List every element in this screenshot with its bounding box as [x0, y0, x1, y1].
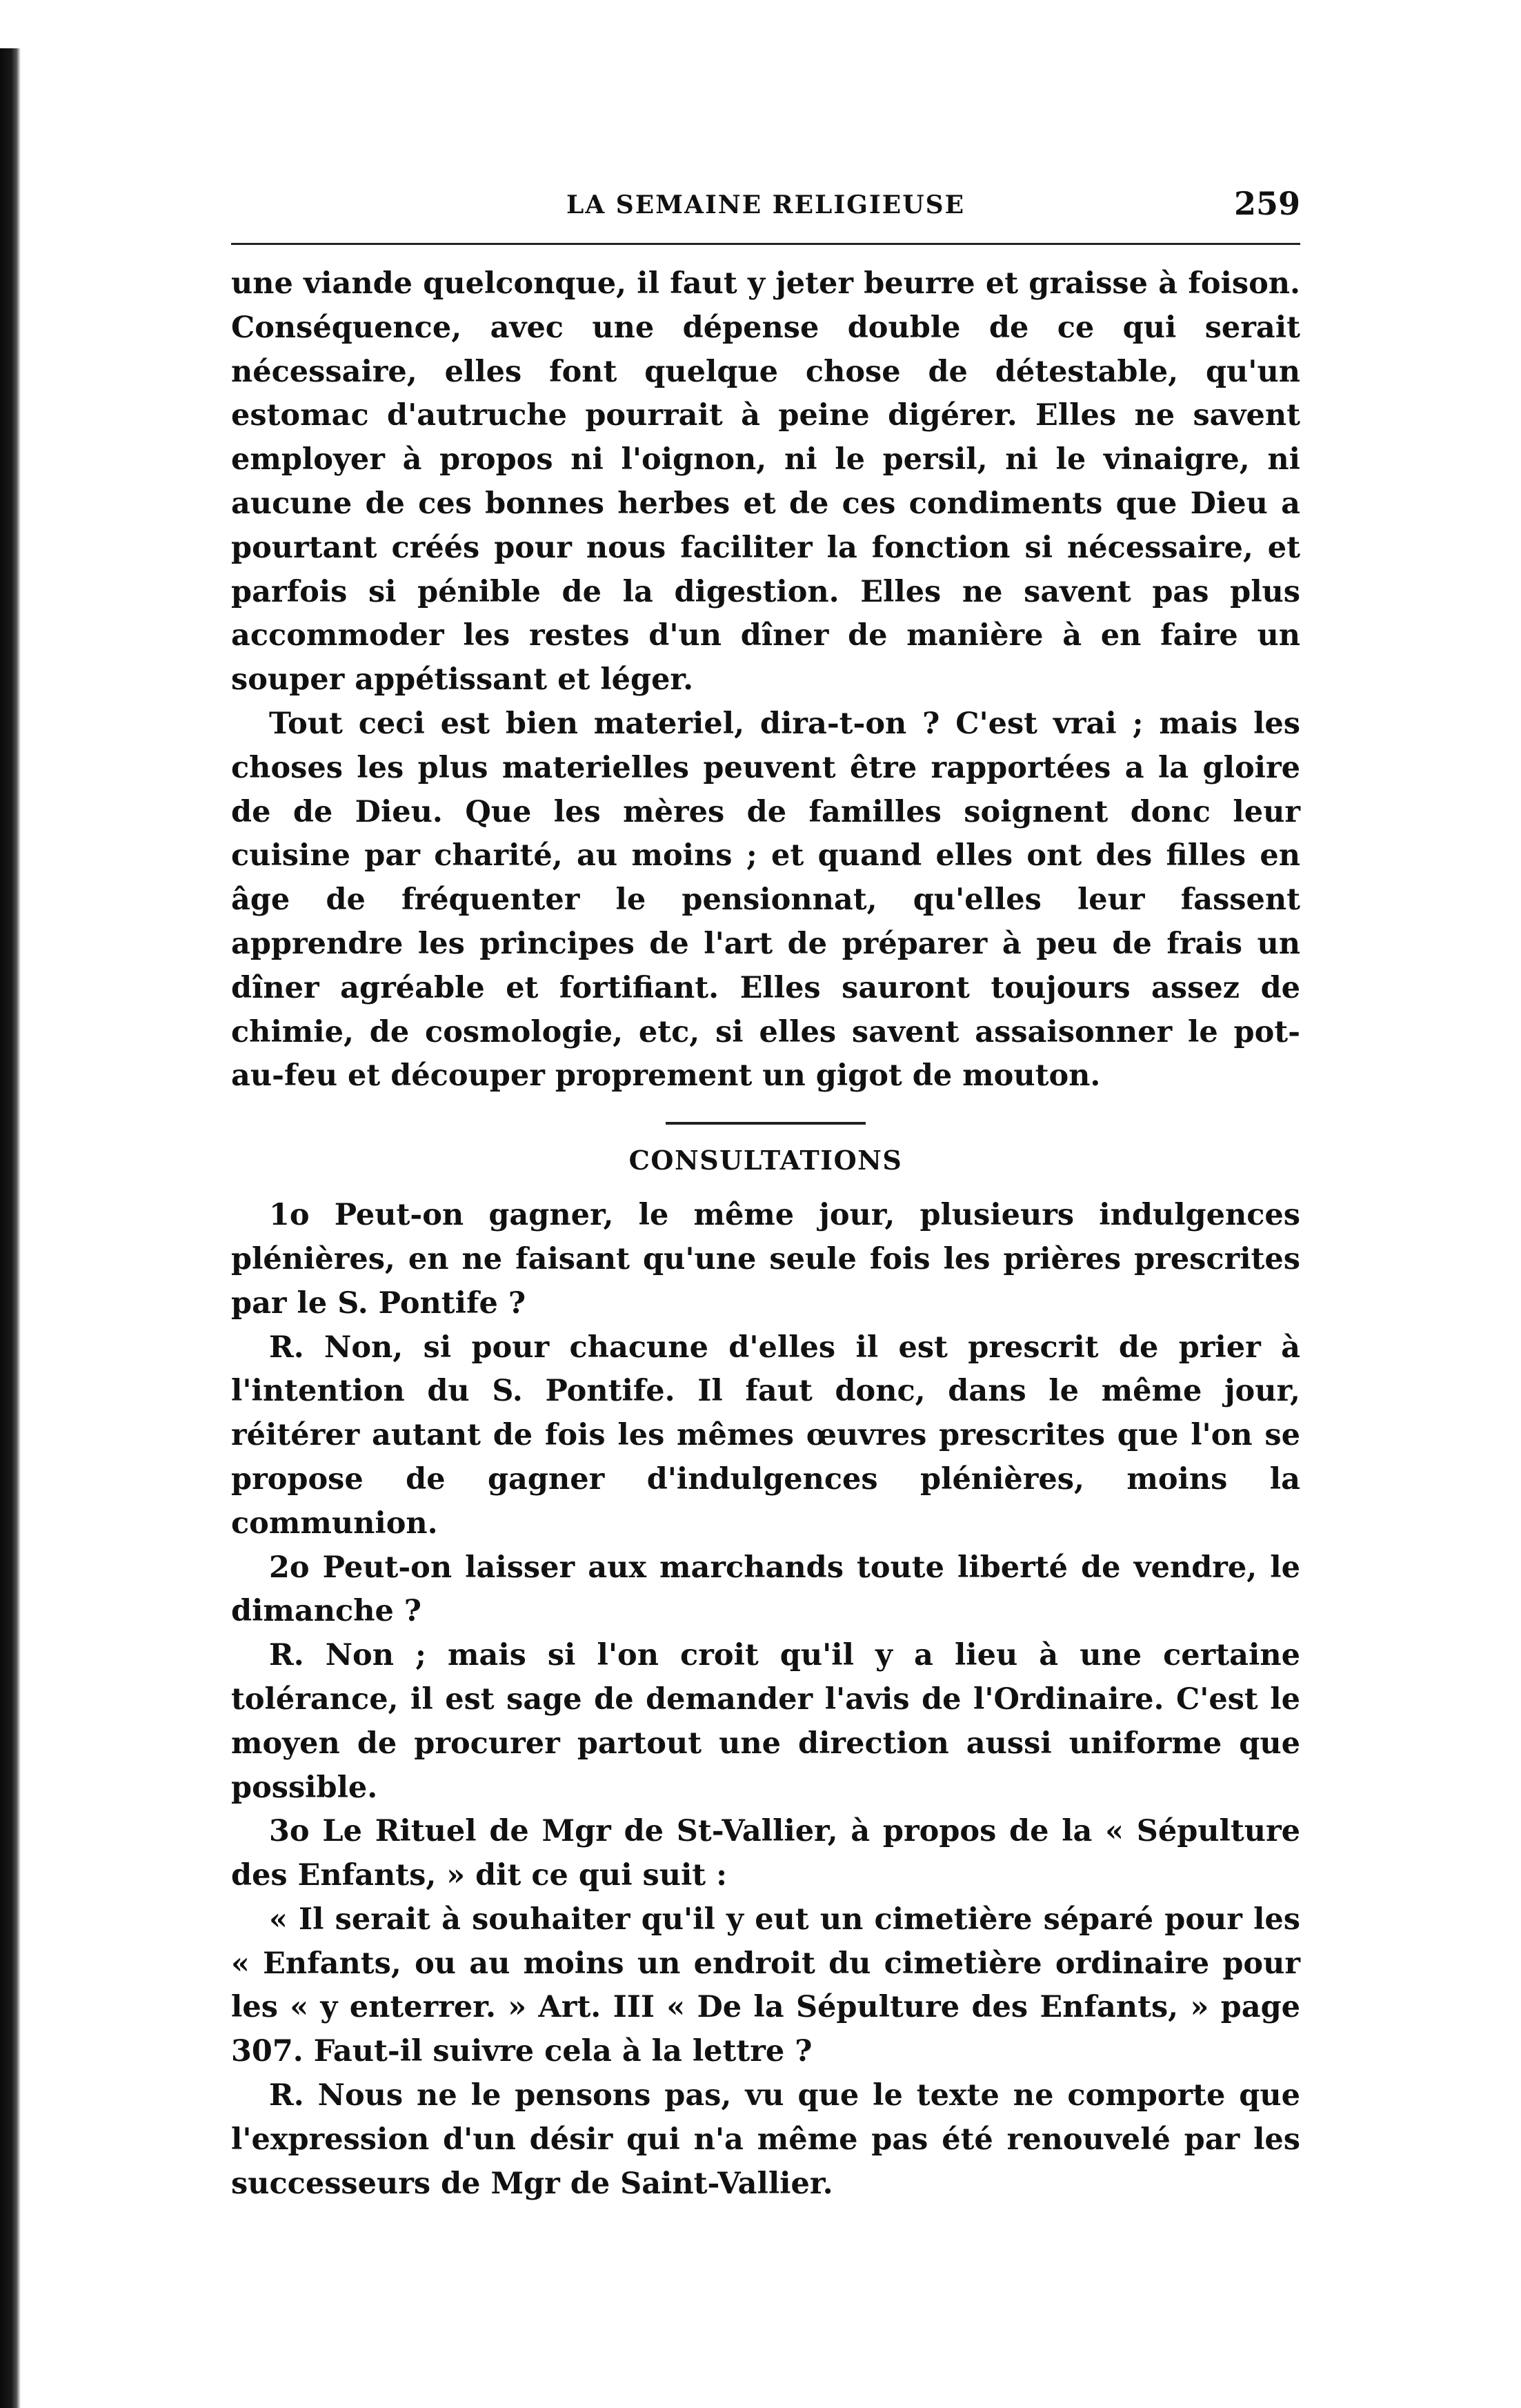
answer-3: R. Nous ne le pensons pas, vu que le texte ne comporte que l'expression d'un désir qui n'a même pas été renouvelé par les successeurs de Mgr de Saint-Vallier. — [231, 2078, 1300, 2201]
question-1: 1o Peut-on gagner, le même jour, plusieurs indulgences plénières, en ne faisant qu'une seule fois les prières prescrites par le S. Pontife ? — [231, 1198, 1300, 1321]
page-number: 259 — [1233, 185, 1300, 222]
answer-1: R. Non, si pour chacune d'elles il est prescrit de prier à l'intention du S. Pontife. Il faut donc, dans le même jour, réitérer autant de fois les mêmes œuvres prescrites que l'on se propose de gagner d'indulgences plénières, moins la communion. — [231, 1330, 1300, 1541]
header-rule — [231, 243, 1300, 245]
section-divider — [666, 1122, 866, 1125]
question-3: 3o Le Rituel de Mgr de St-Vallier, à propos de la « Sépulture des Enfants, » dit ce qui suit : — [231, 1814, 1300, 1893]
question-2: 2o Peut-on laisser aux marchands toute liberté de vendre, le dimanche ? — [231, 1550, 1300, 1629]
answer-2: R. Non ; mais si l'on croit qu'il y a lieu à une certaine tolérance, il est sage de demander l'avis de l'Ordinaire. C'est le moyen de procurer partout une direction aussi uniforme que possible. — [231, 1638, 1300, 1805]
question-3-quote: « Il serait à souhaiter qu'il y eut un cimetière séparé pour les « Enfants, ou au moins un endroit du cimetière ordinaire pour les « y enterrer. » Art. III « De la Sépulture des Enfants, » page 307. Faut-il suivre cela à la lettre ? — [231, 1902, 1300, 2069]
section-title-consultations: CONSULTATIONS — [628, 1145, 903, 1176]
page-body — [231, 262, 1300, 2206]
running-title: LA SEMAINE RELIGIEUSE — [566, 190, 966, 219]
article-paragraph-1: une viande quelconque, il faut y jeter beurre et graisse à foison. Conséquence, avec une dépense double de ce qui serait nécessaire, elles font quelque chose de détestable, qu'un estomac d'autruche pourrait à peine digérer. Elles ne savent employer à propos ni l'oignon, ni le persil, ni le vinaigre, ni aucune de ces bonnes herbes et de ces condiments que Dieu a pourtant créés pour nous faciliter la fonction si nécessaire, et parfois si pénible de la digestion. Elles ne savent pas plus accommoder les restes d'un dîner de manière à en faire un souper appétissant et léger. — [231, 266, 1300, 698]
article-paragraph-2: Tout ceci est bien materiel, dira-t-on ? C'est vrai ; mais les choses les plus materielles peuvent être rapportées a la gloire de de Dieu. Que les mères de familles soignent donc leur cuisine par charité, au moins ; et quand elles ont des filles en âge de fréquenter le pensionnat, qu'elles leur fassent apprendre les principes de l'art de préparer à peu de frais un dîner agréable et fortifiant. Elles sauront toujours assez de chimie, de cosmologie, etc, si elles savent assaisonner le pot-au-feu et découper proprement un gigot de mouton. — [231, 706, 1300, 1094]
running-head — [231, 185, 1300, 226]
page-binding-shadow — [0, 48, 21, 2408]
